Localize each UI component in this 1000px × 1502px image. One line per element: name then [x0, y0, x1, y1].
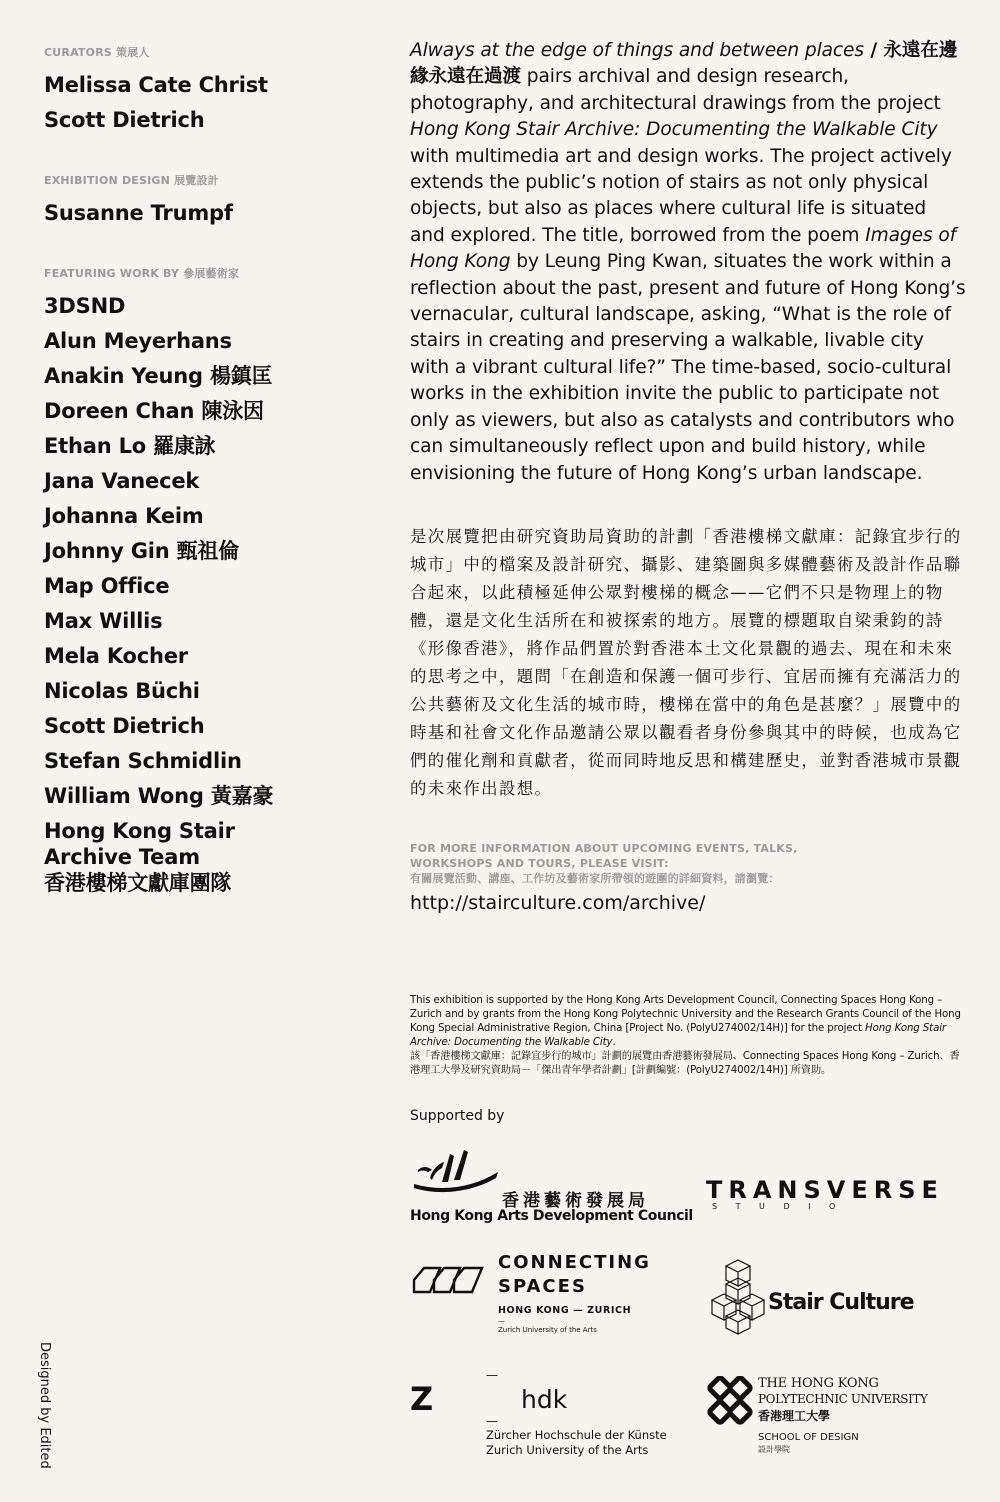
supported-by-label: Supported by	[410, 1107, 505, 1124]
artist-name: Scott Dietrich	[44, 714, 205, 738]
artist-name: Johnny Gin 甄祖倫	[44, 539, 239, 563]
artist-name: Max Willis	[44, 609, 163, 633]
archive-team-line: Hong Kong Stair	[44, 819, 235, 843]
fine-print	[410, 994, 966, 1078]
intro-text: by Leung Ping Kwan, situates the work within a reflection about the past, present and future of Hong Kong’s vernacular, cultural landscape, asking, “What is the role of stairs in creating and preserving a walkable, livable city with a vibrant cultural life?” The time-based, socio-cultural works in the exhibition invite the public to participate not only as viewers, but also as catalysts and contributors who can simultaneously reflect upon and build history, while envisioning the future of Hong Kong’s urban landscape.	[410, 251, 966, 484]
stair-culture-logo	[706, 1252, 936, 1342]
exhibition-title-zh: / 永遠在邊緣永遠在過渡	[410, 40, 958, 88]
featuring-section	[44, 265, 374, 896]
hkadc-logo	[410, 1148, 693, 1224]
archive-team-line: 香港樓梯文獻庫團隊	[44, 871, 232, 895]
transverse-wordmark: TRANSVERSE	[706, 1176, 944, 1204]
fine-print-text: .	[612, 1036, 616, 1048]
stair-culture-wordmark: Stair Culture	[768, 1290, 914, 1315]
artist-name: Jana Vanecek	[44, 469, 200, 493]
artist-name: 3DSND	[44, 294, 126, 318]
artist-name: Johanna Keim	[44, 504, 204, 528]
intro-paragraph	[410, 38, 966, 487]
cs-uni: Zurich University of the Arts	[498, 1326, 597, 1334]
polyu-name-1: THE HONG KONG	[758, 1376, 879, 1391]
cs-dash: —	[498, 1317, 505, 1325]
transverse-studio: S T U D I O	[712, 1202, 844, 1211]
curator-name: Scott Dietrich	[44, 108, 205, 132]
poem-title: Images of Hong Kong	[410, 224, 957, 273]
designed-by-credit: Designed by Edited	[37, 1342, 52, 1469]
polyu-name-zh: 香港理工大學	[758, 1409, 831, 1423]
stair-cubes-icon	[706, 1252, 768, 1336]
cs-title: SPACES	[498, 1276, 587, 1297]
more-info-line: 有關展覽活動、講座、工作坊及藝術家所帶領的遊團的詳細資料，請瀏覽：	[410, 871, 780, 885]
more-info-line: FOR MORE INFORMATION ABOUT UPCOMING EVENTS, TALKS,	[410, 841, 798, 855]
intro-text: with multimedia art and design works. The project actively extends the public’s notion of stairs as not only physical objects, but also as places where cultural life is situated and explored. The title, borrowed from the poem	[410, 145, 952, 246]
zhdk-name-en: Zurich University of the Arts	[486, 1443, 649, 1457]
zhdk-dash: —	[486, 1414, 498, 1428]
intro-paragraph-zh: 是次展覽把由研究資助局資助的計劃「香港樓梯文獻庫：記錄宜步行的城市」中的檔案及設計研究、攝影、建築圖與多媒體藝術及設計作品聯合起來，以此積極延伸公眾對樓梯的概念——它們不只是物理上的物體，還是文化生活所在和被探索的地方。展覽的標題取自梁秉鈞的詩《形像香港》，將作品們置於對香港本土文化景觀的過去、現在和未來的思考之中，題問「在創造和保護一個可步行、宜居而擁有充滿活力的公共藝術及文化生活的城市時，樓梯在當中的角色是甚麼？」展覽中的時基和社會文化作品邀請公眾以觀看者身份參與其中的時候，也成為它們的催化劑和貢獻者，從而同時地反思和構建歷史，並對香港城市景觀的未來作出設想。	[410, 526, 962, 798]
fine-print-en	[410, 994, 966, 1050]
artist-name: Doreen Chan 陳泳因	[44, 399, 264, 423]
archive-team	[44, 818, 374, 896]
fine-print-zh: 該「香港樓梯文獻庫：記錄宜步行的城市」計劃的展覽由香港藝術發展局、Connecting Spaces Hong Kong – Zurich、香港理工大學及研究資助局－「傑出青年學者計劃」[計劃編號：(PolyU274002/14H)] 所資助。	[410, 1050, 960, 1076]
zhdk-wordmark: hdk	[521, 1385, 568, 1414]
exhibition-design-section	[44, 172, 374, 231]
polyu-logo	[706, 1376, 968, 1456]
more-info-line: WORKSHOPS AND TOURS, PLEASE VISIT:	[410, 856, 669, 870]
curators-section	[44, 44, 374, 138]
artist-name: Map Office	[44, 574, 170, 598]
polyu-knot-icon	[706, 1376, 754, 1426]
more-info	[410, 841, 966, 914]
artist-name: Ethan Lo 羅康詠	[44, 434, 216, 458]
intro-text: pairs archival and design research, photography, and architectural drawings from the project	[410, 66, 941, 114]
transverse-logo	[706, 1176, 946, 1216]
artist-name: William Wong 黃嘉豪	[44, 784, 274, 808]
artist-name: Stefan Schmidlin	[44, 749, 242, 773]
artist-name: Anakin Yeung 楊鎮匡	[44, 364, 273, 388]
fine-print-project: Hong Kong Stair Archive: Documenting the Walkable City	[410, 1022, 947, 1048]
polyu-school: SCHOOL OF DESIGN	[758, 1432, 859, 1443]
curator-name: Melissa Cate Christ	[44, 73, 268, 97]
zhdk-logo	[410, 1368, 680, 1468]
archive-link[interactable]: http://stairculture.com/archive/	[410, 891, 706, 914]
hkadc-name-zh: 香港藝術發展局	[502, 1191, 649, 1211]
exhibition-design-caption: EXHIBITION DESIGN 展覽設計	[44, 174, 219, 187]
sponsor-logos	[410, 1140, 970, 1480]
hkadc-name-en: Hong Kong Arts Development Council	[410, 1208, 693, 1224]
hkadc-swoosh-icon	[412, 1148, 502, 1196]
zhdk-dash: —	[486, 1368, 498, 1382]
exhibition-title: Always at the edge of things and between places	[410, 40, 864, 61]
polyu-school-zh: 設計學院	[758, 1445, 790, 1454]
connecting-spaces-mark-icon	[410, 1262, 488, 1298]
archive-team-line: Archive Team	[44, 845, 200, 869]
cs-title: CONNECTING	[498, 1252, 651, 1273]
polyu-name-2: POLYTECHNIC UNIVERSITY	[758, 1392, 928, 1406]
fine-print-text: This exhibition is supported by the Hong Kong Arts Development Council, Connecting Spaces Hong Kong – Zurich and by grants from the Hong Kong Polytechnic University and the Research Grants Council of the Hong Kong Special Administrative Region, China [Project No. (PolyU274002/14H)] for the project	[410, 994, 961, 1034]
artist-name: Mela Kocher	[44, 644, 188, 668]
curators-caption: CURATORS 策展人	[44, 46, 150, 59]
featuring-caption: FEATURING WORK BY 參展藝術家	[44, 267, 240, 280]
cs-region: HONG KONG — ZURICH	[498, 1305, 632, 1316]
connecting-spaces-logo	[410, 1252, 670, 1342]
project-title: Hong Kong Stair Archive: Documenting the Walkable City	[410, 119, 938, 141]
artist-name: Nicolas Büchi	[44, 679, 200, 703]
description-column	[410, 38, 966, 1124]
zhdk-name-de: Zürcher Hochschule der Künste	[486, 1428, 667, 1442]
zhdk-z-mark: Z	[410, 1380, 434, 1418]
designer-name: Susanne Trumpf	[44, 201, 233, 225]
artist-name: Alun Meyerhans	[44, 329, 232, 353]
credits-column	[44, 44, 374, 918]
